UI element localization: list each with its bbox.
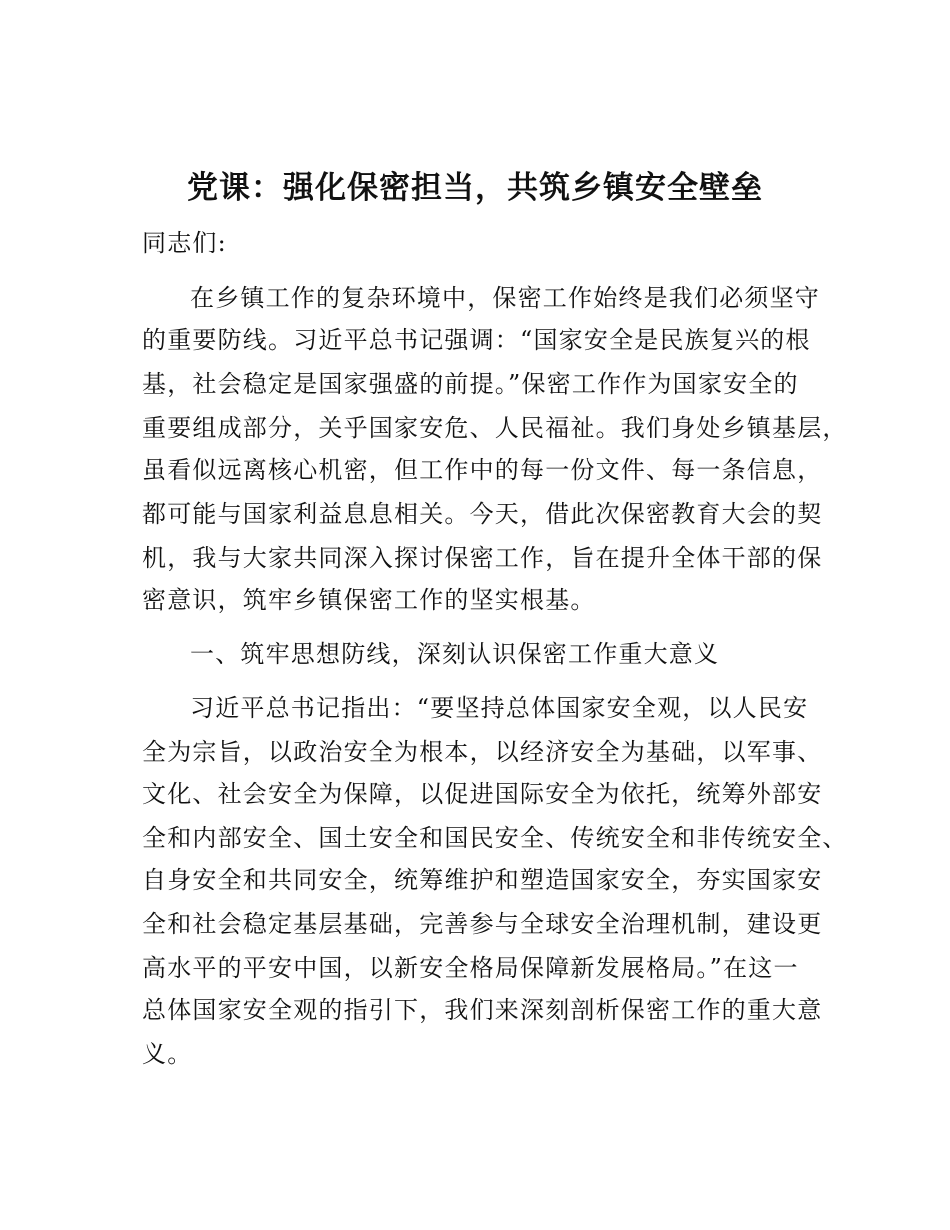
salutation: 同志们:	[142, 229, 227, 257]
document-title: 党课：强化保密担当，共筑乡镇安全壁垒	[187, 170, 763, 206]
paragraph-2-line-5: 自身安全和共同安全，统筹维护和塑造国家安全，夯实国家安	[142, 866, 823, 894]
paragraph-2-line-4: 全和内部安全、国土安全和国民安全、传统安全和非传统安全、	[142, 824, 848, 852]
paragraph-1-line-8: 密意识，筑牢乡镇保密工作的坚实根基。	[142, 586, 596, 614]
paragraph-2-line-8: 总体国家安全观的指引下，我们来深刻剖析保密工作的重大意	[142, 996, 823, 1024]
paragraph-1-line-4: 重要组成部分，关乎国家安危、人民福祉。我们身处乡镇基层，	[142, 414, 848, 442]
paragraph-1-line-2: 的重要防线。习近平总书记强调：“国家安全是民族复兴的根	[142, 326, 811, 354]
paragraph-2-line-9: 义。	[142, 1040, 193, 1068]
paragraph-2-line-7: 高水平的平安中国，以新安全格局保障新发展格局。”在这一	[142, 954, 799, 982]
paragraph-1-line-7: 机，我与大家共同深入探讨保密工作，旨在提升全体干部的保	[142, 544, 823, 572]
paragraph-1-line-3: 基，社会稳定是国家强盛的前提。”保密工作作为国家安全的	[142, 370, 799, 398]
paragraph-1-line-5: 虽看似远离核心机密，但工作中的每一份文件、每一条信息，	[142, 456, 823, 484]
paragraph-1-line-6: 都可能与国家利益息息相关。今天，借此次保密教育大会的契	[142, 500, 823, 528]
paragraph-1-line-1: 在乡镇工作的复杂环境中，保密工作始终是我们必须坚守	[190, 284, 820, 312]
section-1-heading: 一、筑牢思想防线，深刻认识保密工作重大意义	[190, 640, 720, 668]
paragraph-2-line-2: 全为宗旨，以政治安全为根本，以经济安全为基础，以军事、	[142, 738, 823, 766]
paragraph-2-line-3: 文化、社会安全为保障，以促进国际安全为依托，统筹外部安	[142, 780, 823, 808]
paragraph-2-line-6: 全和社会稳定基层基础，完善参与全球安全治理机制，建设更	[142, 910, 823, 938]
paragraph-2-line-1: 习近平总书记指出：“要坚持总体国家安全观，以人民安	[190, 694, 809, 722]
